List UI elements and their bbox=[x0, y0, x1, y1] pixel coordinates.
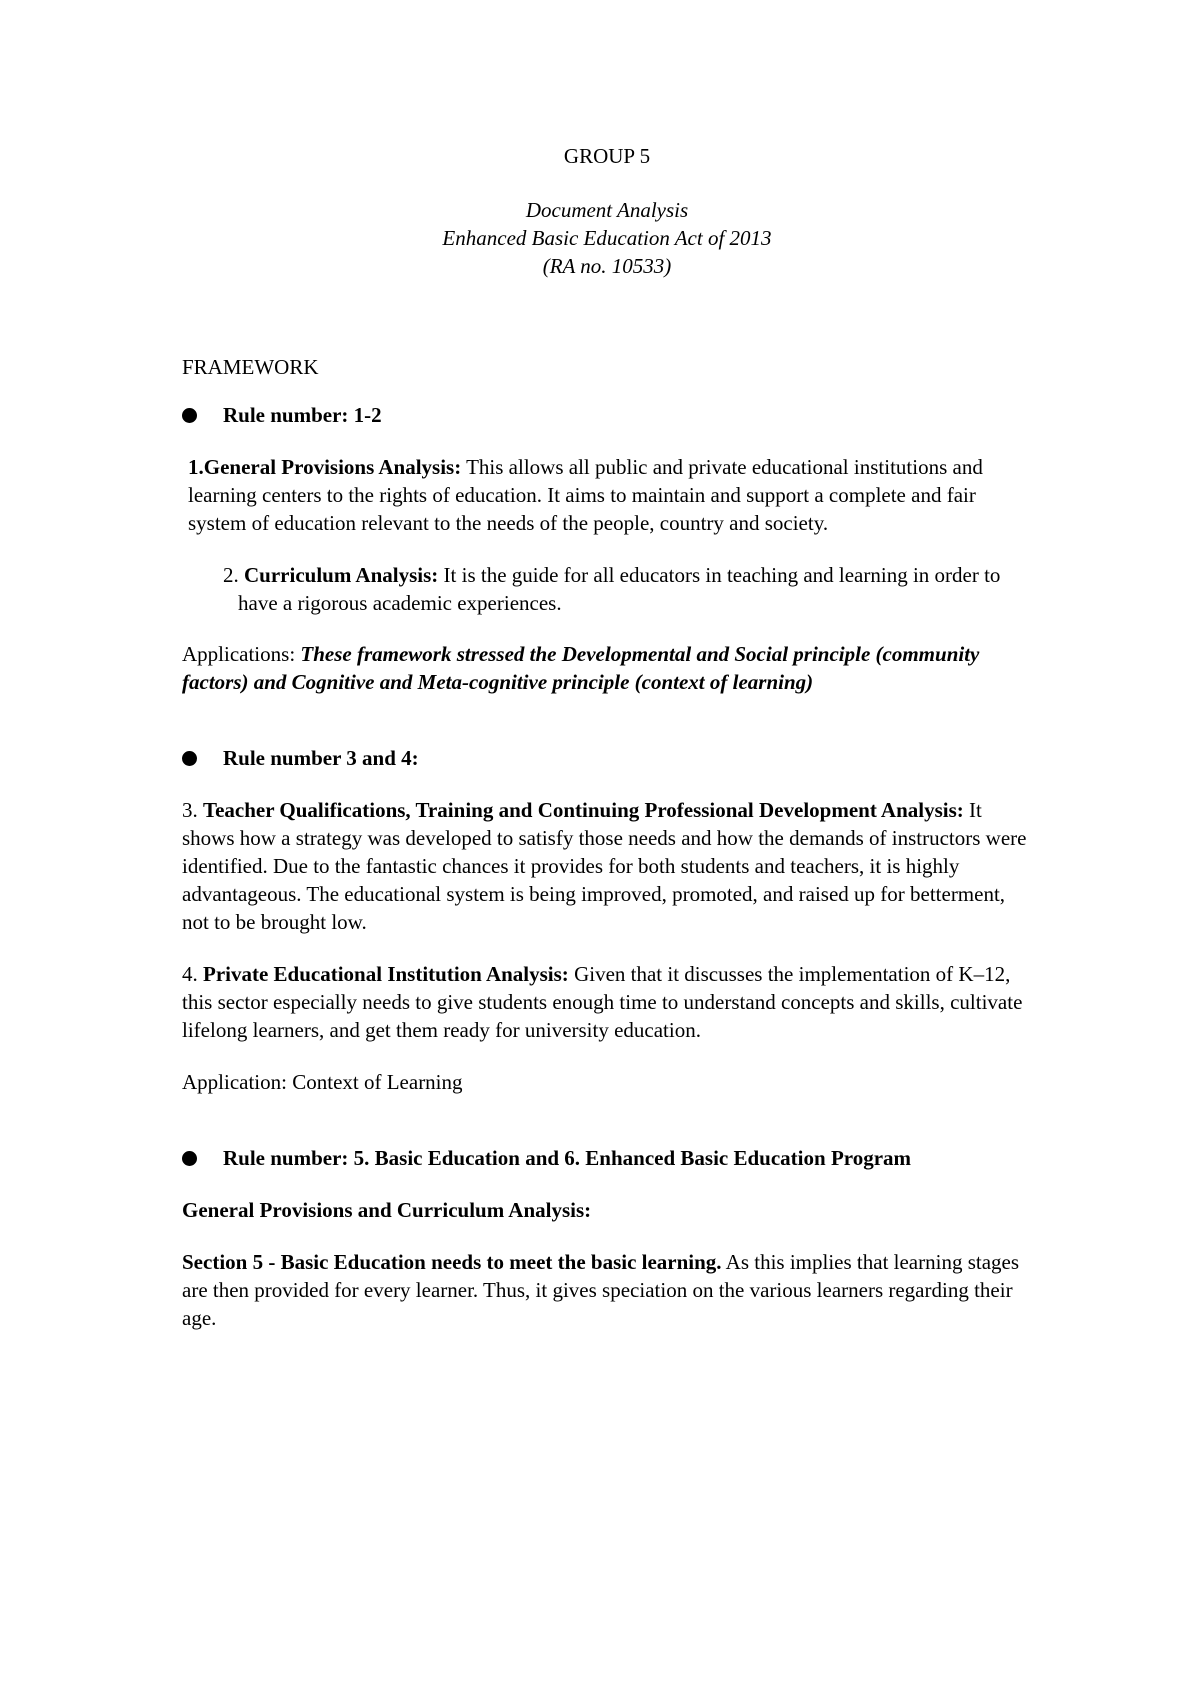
group-title: GROUP 5 bbox=[563, 144, 651, 168]
teacher-qualifications-text: It shows how a strategy was developed to satisfy those needs and how the demands of instructors were identified. Due to the fantastic chances it provides for both students and teachers, it is highly advantageous. The educational system is being improved, promoted, and raised up for betterment, not to be brought low. bbox=[182, 798, 1027, 934]
rule-heading-text: Rule number: 1-2 bbox=[223, 403, 382, 427]
curriculum-label: Curriculum Analysis: bbox=[244, 563, 439, 587]
section-5-text: As this implies that learning stages are then provided for every learner. Thus, it gives speciation on the various learners regarding their age. bbox=[182, 1250, 1020, 1330]
rule-3-4-heading bbox=[182, 744, 1032, 772]
framework-label: FRAMEWORK bbox=[182, 355, 319, 379]
curriculum-text: It is the guide for all educators in teaching and learning in order to have a rigorous academic experiences. bbox=[238, 563, 1001, 615]
teacher-qualifications-label: Teacher Qualifications, Training and Continuing Professional Development Analysis: bbox=[203, 798, 964, 822]
applications-text: These framework stressed the Developmental and Social principle (community factors) and Cognitive and Meta-cognitive principle (context of learning) bbox=[182, 642, 980, 694]
rule-5-6-heading bbox=[182, 1144, 1032, 1172]
applications-paragraph bbox=[182, 640, 1032, 696]
general-provisions-paragraph bbox=[182, 453, 1032, 537]
general-provisions-curriculum-heading: General Provisions and Curriculum Analysis: bbox=[182, 1198, 592, 1222]
bullet-icon bbox=[182, 1151, 197, 1166]
private-institution-paragraph bbox=[182, 960, 1032, 1044]
bullet-icon bbox=[182, 751, 197, 766]
application-line: Application: Context of Learning bbox=[182, 1070, 463, 1094]
private-institution-text: Given that it discusses the implementation of K–12, this sector especially needs to give students enough time to understand concepts and skills, cultivate lifelong learners, and get them ready for university education. bbox=[182, 962, 1023, 1042]
section-5-label: Section 5 - Basic Education needs to meet the basic learning. bbox=[182, 1250, 722, 1274]
teacher-qualifications-paragraph bbox=[182, 796, 1032, 936]
curriculum-paragraph bbox=[202, 561, 1032, 617]
general-provisions-label: 1.General Provisions Analysis: bbox=[188, 455, 462, 479]
doc-type: Document Analysis bbox=[525, 198, 689, 222]
applications-label: Applications: bbox=[182, 642, 301, 666]
teacher-qualifications-number: 3. bbox=[182, 798, 203, 822]
document-content bbox=[182, 142, 1032, 1332]
rule-1-2-heading bbox=[182, 401, 1032, 429]
bullet-icon bbox=[182, 408, 197, 423]
private-institution-label: Private Educational Institution Analysis: bbox=[203, 962, 569, 986]
private-institution-number: 4. bbox=[182, 962, 203, 986]
rule-heading-text: Rule number 3 and 4: bbox=[223, 746, 419, 770]
section-5-paragraph bbox=[182, 1248, 1032, 1332]
curriculum-number: 2. bbox=[223, 563, 244, 587]
document-header bbox=[182, 142, 1032, 280]
ra-number: (RA no. 10533) bbox=[542, 254, 672, 278]
rule-heading-text: Rule number: 5. Basic Education and 6. Enhanced Basic Education Program bbox=[223, 1146, 912, 1170]
act-title: Enhanced Basic Education Act of 2013 bbox=[442, 226, 772, 250]
general-provisions-text: This allows all public and private educational institutions and learning centers to the rights of education. It aims to maintain and support a complete and fair system of education relevant to the needs of the people, country and society. bbox=[188, 455, 983, 535]
